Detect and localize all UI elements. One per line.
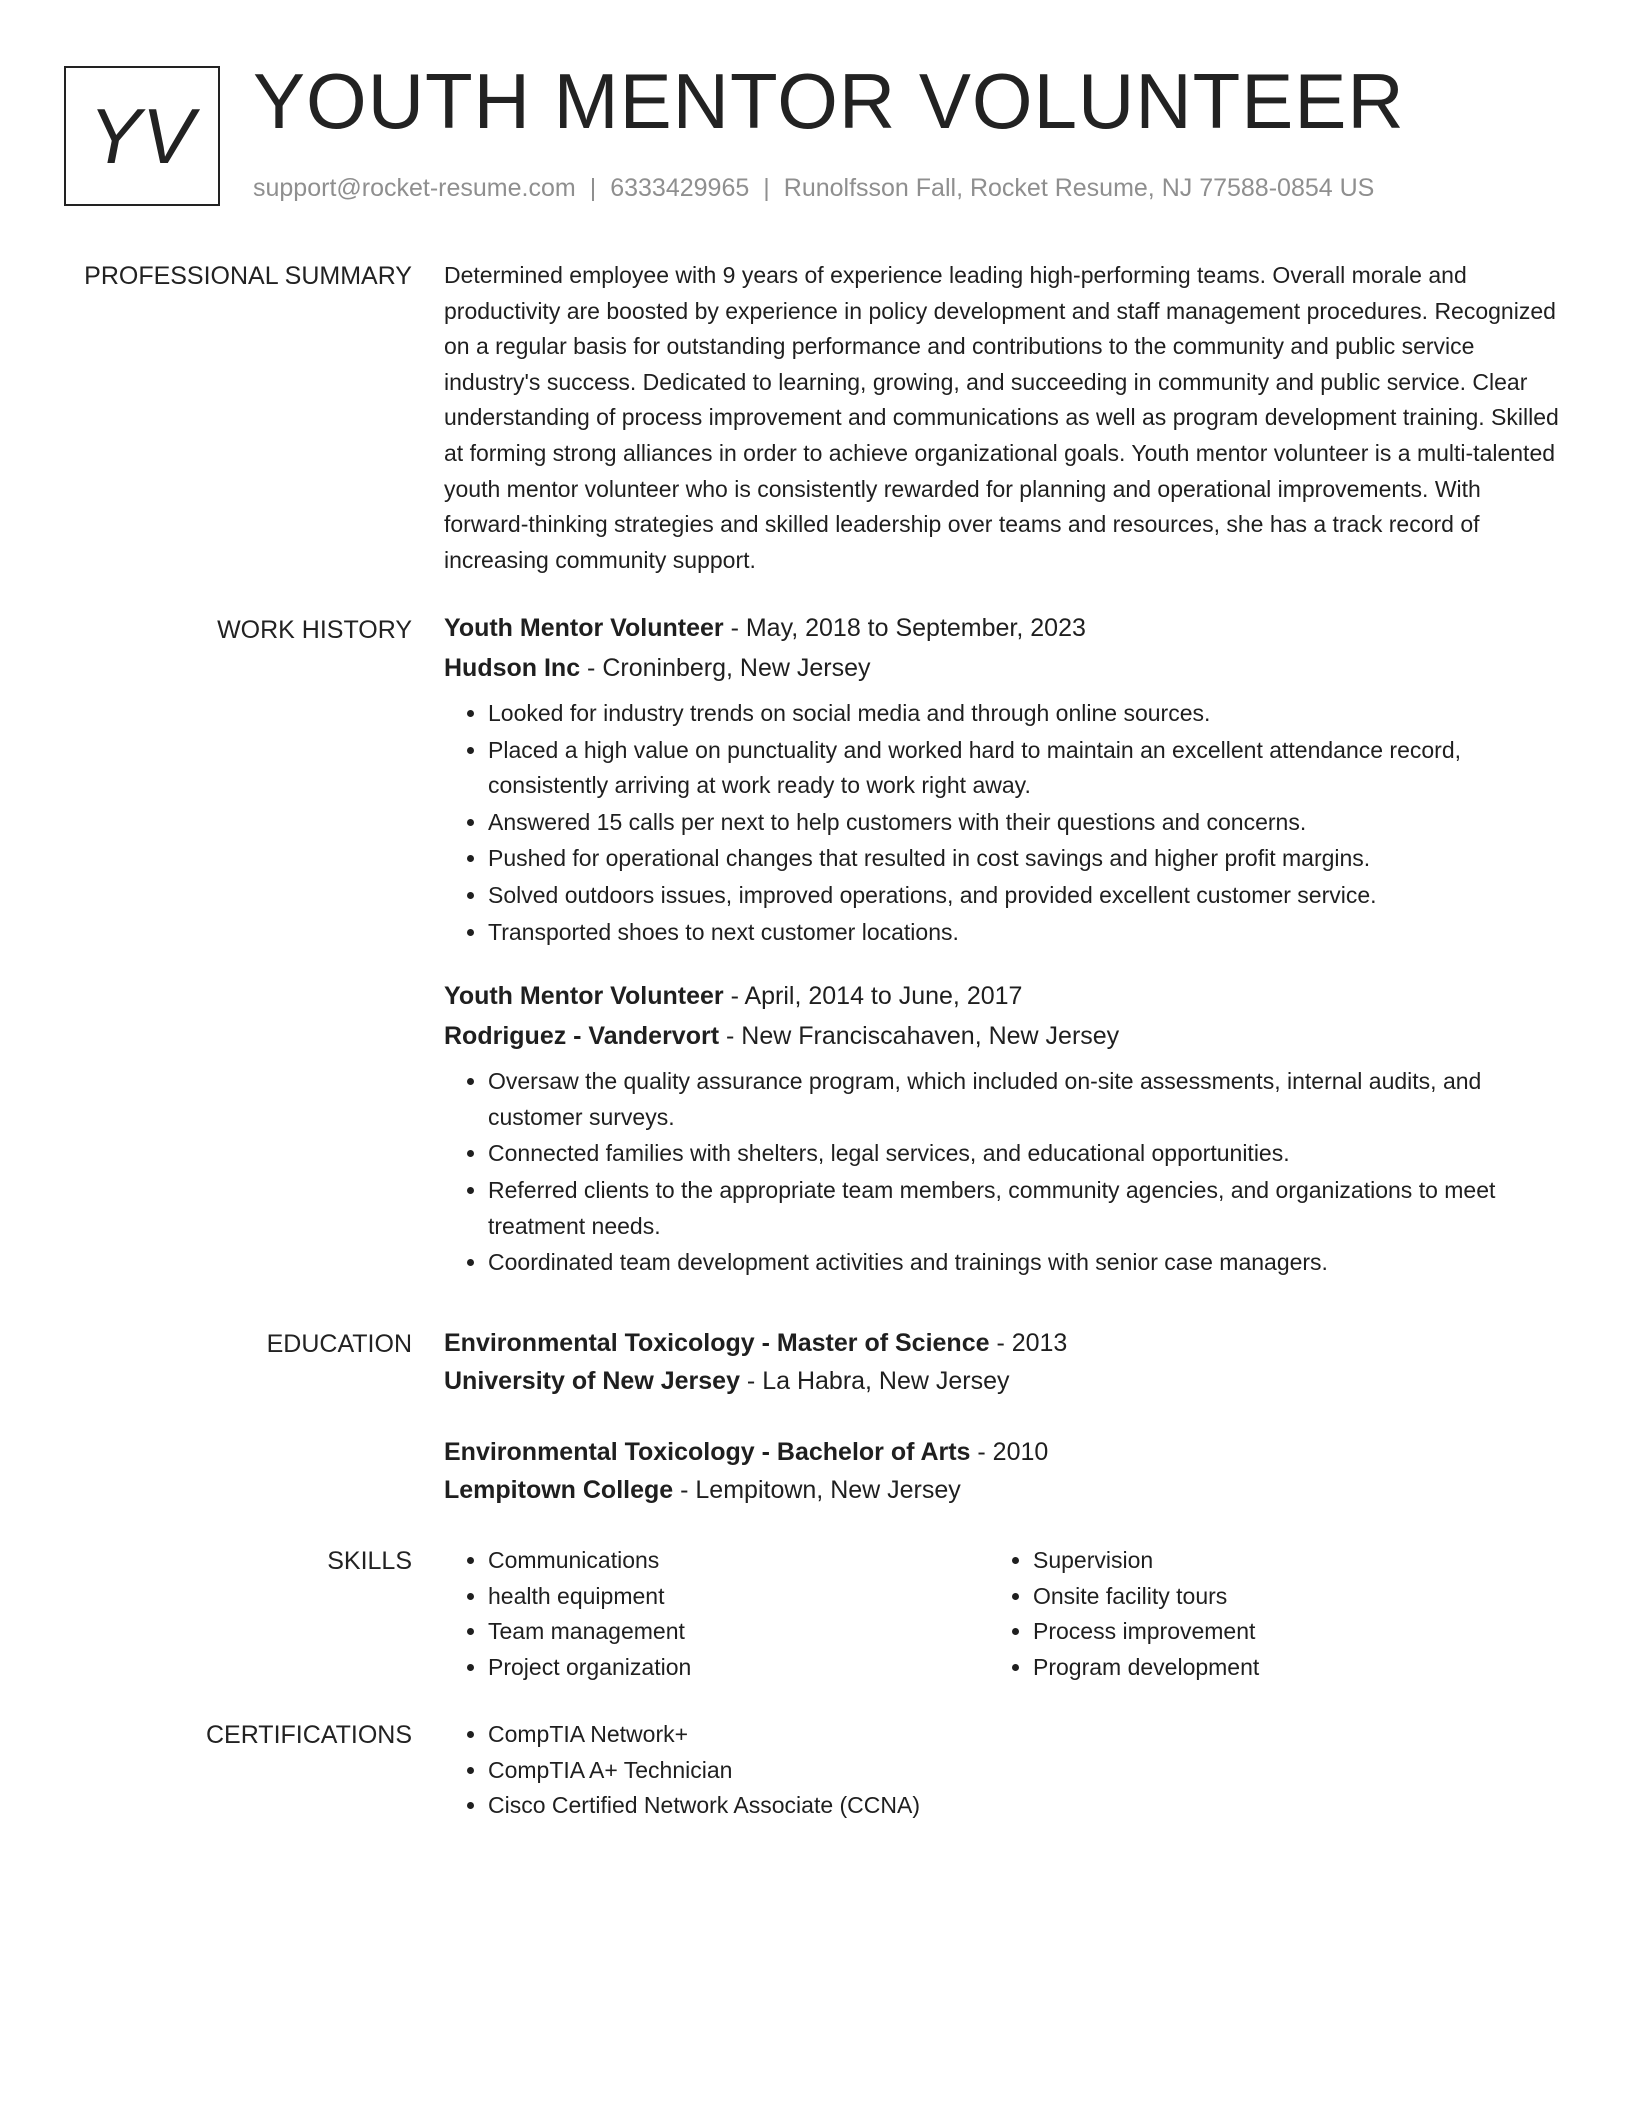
list-item: • Connected families with shelters, legal services, and educational opportunities. — [488, 1136, 1559, 1172]
degree: Environmental Toxicology - Master of Science — [444, 1329, 990, 1357]
list-item: • Referred clients to the appropriate team members, community agencies, and organizations to meet treatment needs. — [488, 1173, 1559, 1244]
job-dates: - April, 2014 to June, 2017 — [723, 982, 1023, 1011]
separator: | — [589, 174, 597, 202]
list-item: • Process improvement — [1033, 1614, 1534, 1650]
job-location: - New Franciscahaven, New Jersey — [719, 1022, 1120, 1051]
phone-text: 6333429965 — [610, 174, 750, 202]
list-item: • Oversaw the quality assurance program, which included on-site assessments, internal audits, and customer surveys. — [488, 1064, 1559, 1135]
list-item: • Solved outdoors issues, improved operations, and provided excellent customer service. — [488, 878, 1559, 914]
job-company-line — [444, 648, 1559, 688]
school-location: - La Habra, New Jersey — [739, 1367, 1010, 1395]
job-bullets — [444, 1064, 1559, 1281]
page-title: YOUTH MENTOR VOLUNTEER — [253, 57, 1405, 145]
contact-line — [253, 174, 1374, 203]
list-item: • Looked for industry trends on social media and through online sources. — [488, 696, 1559, 732]
job-title: Youth Mentor Volunteer — [444, 982, 724, 1011]
education-entry — [444, 1324, 1559, 1400]
monogram-badge: YV — [64, 66, 220, 206]
section-label-work: WORK HISTORY — [217, 616, 412, 644]
list-item: • Program development — [1033, 1650, 1534, 1686]
skills-list-left — [444, 1543, 989, 1685]
email-text: support@rocket-resume.com — [253, 174, 576, 202]
job-title: Youth Mentor Volunteer — [444, 614, 724, 642]
job-title-line — [444, 608, 1559, 648]
list-item: • Answered 15 calls per next to help customers with their questions and concerns. — [488, 805, 1559, 841]
job-dates: - May, 2018 to September, 2023 — [723, 614, 1086, 642]
school: Lempitown College — [444, 1476, 674, 1504]
job-bullets — [444, 696, 1559, 950]
list-item: • Transported shoes to next customer locations. — [488, 915, 1559, 951]
list-item: • Team management — [488, 1614, 989, 1650]
section-label-summary: PROFESSIONAL SUMMARY — [84, 262, 412, 290]
degree-line — [444, 1324, 1559, 1362]
summary-text: Determined employee with 9 years of experience leading high-performing teams. Overall morale and productivity are boosted by experience in policy development and staff management procedures. Recognized on a regular basis for outstanding performance and contributions to the community and public service industry's success. Dedicated to learning, growing, and succeeding in community and public service. Clear understanding of process improvement and communications as well as program development training. Skilled at forming strong alliances in order to achieve organizational goals. Youth mentor volunteer is a multi-talented youth mentor volunteer who is consistently rewarded for planning and operational improvements. With forward-thinking strategies and skilled leadership over teams and resources, she has a track record of increasing community support. — [444, 262, 1559, 573]
section-label-skills: SKILLS — [327, 1547, 412, 1575]
school: University of New Jersey — [444, 1367, 740, 1395]
separator: | — [763, 174, 770, 202]
list-item: • Cisco Certified Network Associate (CCNA) — [488, 1788, 1559, 1824]
list-item: • CompTIA Network+ — [488, 1717, 1559, 1753]
list-item: • health equipment — [488, 1579, 989, 1615]
list-item: • Project organization — [488, 1650, 989, 1686]
list-item: • Communications — [488, 1543, 989, 1579]
school-line — [444, 1471, 1559, 1509]
job-location: - Croninberg, New Jersey — [580, 654, 871, 682]
list-item: • CompTIA A+ Technician — [488, 1753, 1559, 1789]
job-entry — [444, 976, 1559, 1281]
list-item: • Pushed for operational changes that resulted in cost savings and higher profit margins. — [488, 841, 1559, 877]
address-text: Runolfsson Fall, Rocket Resume, NJ 77588-0854 US — [783, 174, 1375, 202]
section-label-education: EDUCATION — [266, 1330, 412, 1358]
section-label-certifications: CERTIFICATIONS — [205, 1721, 412, 1749]
degree-year: - 2010 — [970, 1438, 1049, 1466]
job-company-line — [444, 1016, 1559, 1056]
school-line — [444, 1362, 1559, 1400]
degree: Environmental Toxicology - Bachelor of Arts — [444, 1438, 971, 1466]
job-company: Hudson Inc — [444, 654, 581, 682]
job-title-line — [444, 976, 1559, 1016]
job-company: Rodriguez - Vandervort — [444, 1022, 720, 1051]
list-item: • Supervision — [1033, 1543, 1534, 1579]
list-item: • Onsite facility tours — [1033, 1579, 1534, 1615]
list-item: • Placed a high value on punctuality and worked hard to maintain an excellent attendance record, consistently arriving at work ready to work right away. — [488, 733, 1559, 804]
job-entry — [444, 608, 1559, 950]
degree-line — [444, 1433, 1559, 1471]
list-item: • Coordinated team development activities and trainings with senior case managers. — [488, 1245, 1559, 1281]
degree-year: - 2013 — [989, 1329, 1068, 1357]
skills-list-right — [989, 1543, 1534, 1685]
school-location: - Lempitown, New Jersey — [673, 1476, 961, 1504]
certifications-list — [444, 1717, 1559, 1824]
education-entry — [444, 1433, 1559, 1509]
